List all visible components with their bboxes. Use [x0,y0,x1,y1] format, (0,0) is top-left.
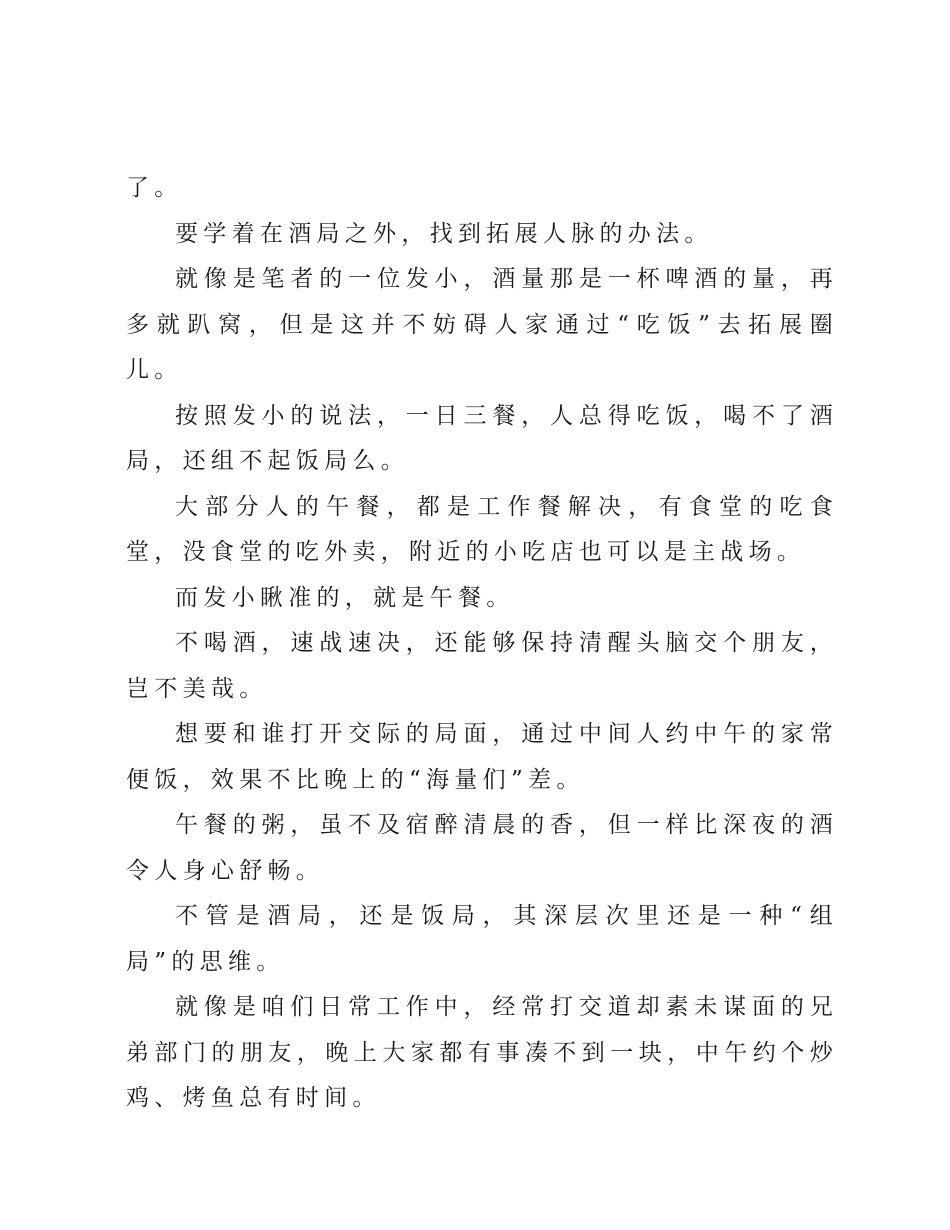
paragraph: 想要和谁打开交际的局面，通过中间人约中午的家常便饭，效果不比晚上的“海量们”差。 [126,721,838,793]
paragraph: 就像是笔者的一位发小，酒量那是一杯啤酒的量，再多就趴窝，但是这并不妨碍人家通过“吃饭”去拓展圈儿。 [126,266,838,383]
paragraph: 就像是咱们日常工作中，经常打交道却素未谋面的兄弟部门的朋友，晚上大家都有事凑不到一块，中午约个炒鸡、烤鱼总有时间。 [126,994,838,1111]
paragraph-continuation: 了。 [126,175,183,201]
paragraph: 要学着在酒局之外，找到拓展人脉的办法。 [175,220,713,247]
paragraph: 按照发小的说法，一日三餐，人总得吃饭，喝不了酒局，还组不起饭局么。 [126,402,838,474]
paragraph: 大部分人的午餐，都是工作餐解决，有食堂的吃食堂，没食堂的吃外卖，附近的小吃店也可以是主战场。 [126,493,838,565]
paragraph: 而发小瞅准的，就是午餐。 [175,584,515,611]
paragraph: 不管是酒局，还是饭局，其深层次里还是一种“组局”的思维。 [126,903,838,975]
paragraph: 午餐的粥，虽不及宿醉清晨的香，但一样比深夜的酒令人身心舒畅。 [126,812,838,884]
paragraph: 不喝酒，速战速决，还能够保持清醒头脑交个朋友，岂不美哉。 [126,630,838,702]
document-body [126,166,838,1122]
